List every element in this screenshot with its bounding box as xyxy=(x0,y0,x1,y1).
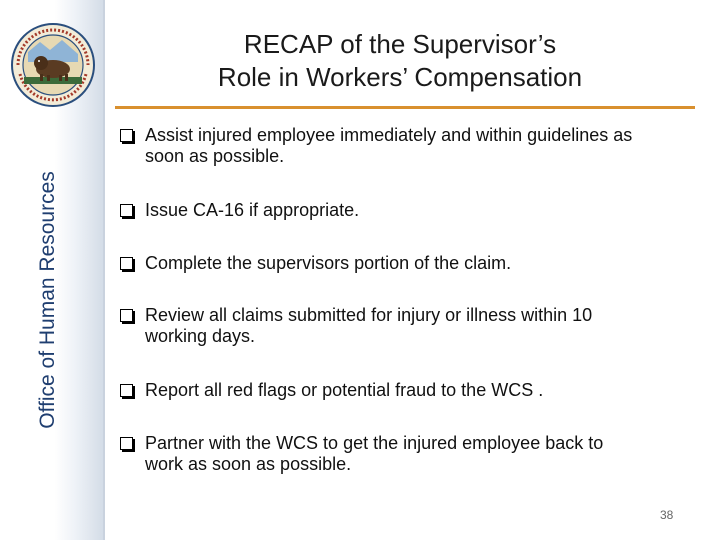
sidebar-office-label: Office of Human Resources xyxy=(36,171,59,429)
bullet-line: Complete the supervisors portion of the claim. xyxy=(145,253,512,273)
checkbox-bullet-icon xyxy=(120,384,133,397)
bullet-line: work as soon as possible. xyxy=(145,454,352,474)
bullet-item xyxy=(118,305,693,347)
slide-title-line-2: Role in Workers’ Compensation xyxy=(217,62,583,92)
bullet-item xyxy=(118,253,693,274)
bullet-line: Report all red flags or potential fraud to the WCS . xyxy=(145,380,544,400)
bullet-text xyxy=(145,253,511,274)
slide-title xyxy=(150,28,650,94)
bullet-line: Issue CA-16 if appropriate. xyxy=(145,200,360,220)
bullet-item xyxy=(118,200,693,221)
bullet-item xyxy=(118,380,693,401)
bullet-text xyxy=(145,305,592,347)
bullet-item xyxy=(118,125,693,167)
bullet-text xyxy=(145,433,603,475)
bullet-text xyxy=(145,125,632,167)
checkbox-bullet-icon xyxy=(120,437,133,450)
bullet-line: soon as possible. xyxy=(145,146,285,166)
bullet-line: working days. xyxy=(145,326,256,346)
department-seal-logo xyxy=(10,22,96,108)
bullet-text xyxy=(145,200,359,221)
sidebar-divider xyxy=(103,0,105,540)
checkbox-bullet-icon xyxy=(120,204,133,217)
bullet-item xyxy=(118,433,693,475)
bullet-line: Assist injured employee immediately and within guidelines as xyxy=(145,125,633,145)
page-number: 38 xyxy=(660,508,674,522)
checkbox-bullet-icon xyxy=(120,309,133,322)
bullet-line: Partner with the WCS to get the injured employee back to xyxy=(145,433,604,453)
title-underline xyxy=(115,106,695,109)
checkbox-bullet-icon xyxy=(120,129,133,142)
bullet-line: Review all claims submitted for injury or illness within 10 xyxy=(145,305,593,325)
slide-title-line-1: RECAP of the Supervisor’s xyxy=(243,29,557,59)
checkbox-bullet-icon xyxy=(120,257,133,270)
bullet-text xyxy=(145,380,543,401)
